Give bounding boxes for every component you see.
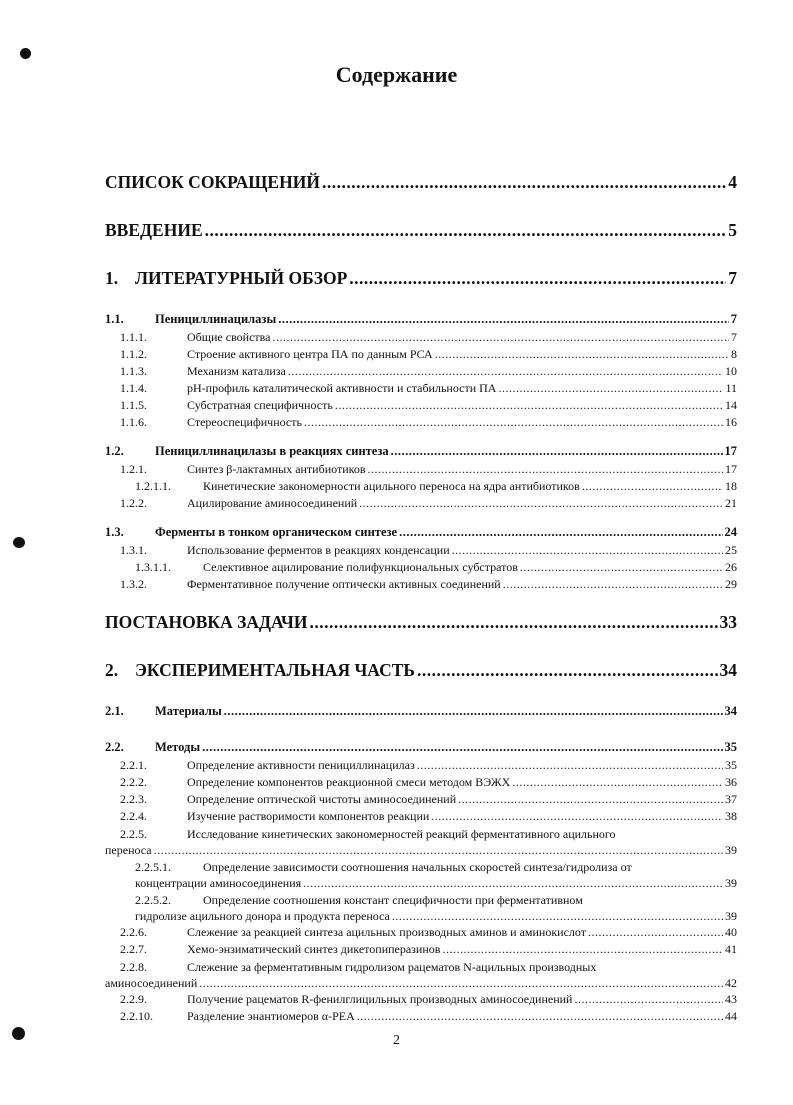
toc-entry-number: 1.2.	[105, 444, 124, 458]
toc-leader-dots	[498, 381, 723, 396]
toc-leader-dots	[304, 415, 723, 430]
toc-entry-page: 36	[725, 775, 737, 789]
toc-entry-text: Определение соотношения констант специфичности при ферментативном	[203, 893, 583, 907]
toc-leader-dots	[574, 992, 723, 1007]
toc-entry-number: 2.2.5.	[120, 827, 147, 841]
toc-entry-number: 2.2.5.2.	[135, 893, 171, 907]
toc-entry-number: 1.1.5.	[120, 398, 147, 412]
toc-entry-1-2-1-1[interactable]	[105, 479, 737, 496]
toc-entry-text: Определение активности пенициллинацилаз	[187, 758, 415, 772]
toc-entry-number: 1.1.6.	[120, 415, 147, 429]
toc-entry-page: 14	[725, 398, 737, 412]
toc-entry-1-3-1-1[interactable]	[105, 560, 737, 577]
toc-entry-number: 2.2.2.	[120, 775, 147, 789]
toc-entry-text-continued: аминосоединений	[105, 976, 198, 990]
toc-entry-number: 2.2.4.	[120, 809, 147, 823]
page-title: Содержание	[335, 62, 458, 87]
toc-leader-dots	[399, 525, 722, 540]
toc-entry-page: 34	[719, 660, 737, 680]
toc-entry-number: 2.2.8.	[120, 960, 147, 974]
toc-leader-dots	[417, 758, 723, 773]
toc-entry-1-1[interactable]	[105, 312, 737, 330]
toc-entry-page: 29	[725, 577, 737, 591]
toc-entry-number: 1.3.1.1.	[135, 560, 171, 574]
toc-entry-page: 7	[731, 330, 737, 344]
toc-entry-number: 1.3.	[105, 525, 124, 539]
toc-leader-dots	[588, 925, 723, 940]
toc-entry-text: Кинетические закономерности ацильного переноса на ядра антибиотиков	[203, 479, 580, 493]
toc-entry-2-1[interactable]	[105, 704, 737, 722]
toc-leader-dots	[582, 479, 723, 494]
toc-entry-number: 1.1.3.	[120, 364, 147, 378]
toc-leader-dots	[205, 220, 727, 241]
toc-leader-dots	[202, 740, 722, 755]
toc-entry-text: Определение зависимости соотношения начальных скоростей синтеза/гидролиза от	[203, 860, 632, 874]
toc-entry-2-2-7[interactable]	[105, 942, 737, 959]
toc-entry-text: Методы	[155, 740, 201, 754]
toc-entry-1-1-2[interactable]	[105, 347, 737, 364]
toc-entry-page: 35	[725, 758, 737, 772]
toc-entry-1-3-2[interactable]	[105, 577, 737, 594]
toc-leader-dots	[154, 842, 723, 858]
toc-entry-text: Получение рацематов R-фенилглицильных производных аминосоединений	[187, 992, 573, 1006]
toc-entry-text: ПОСТАНОВКА ЗАДАЧИ	[105, 612, 308, 632]
toc-entry-page: 7	[728, 268, 737, 288]
toc-entry-2-2-1[interactable]	[105, 758, 737, 775]
toc-entry-page: 44	[725, 1009, 737, 1023]
toc-entry-page: 17	[725, 462, 737, 476]
toc-entry-1-2[interactable]	[105, 444, 737, 462]
toc-entry-2-2-5-1[interactable]	[105, 859, 737, 892]
toc-leader-dots	[273, 330, 730, 345]
toc-entry-page: 38	[725, 809, 737, 823]
toc-entry-1-2-2[interactable]	[105, 496, 737, 513]
toc-entry-1-1-4[interactable]	[105, 381, 737, 398]
toc-entry-text: Стереоспецифичность	[187, 415, 302, 429]
toc-entry-1-1-5[interactable]	[105, 398, 737, 415]
toc-entry-text: Ферментативное получение оптически активных соединений	[187, 577, 501, 591]
toc-entry-1-1-3[interactable]	[105, 364, 737, 381]
toc-entry-page: 41	[725, 942, 737, 956]
toc-entry-page: 8	[731, 347, 737, 361]
toc-entry-number: 2.1.	[105, 704, 124, 718]
table-of-contents	[105, 172, 737, 1026]
toc-entry-number: 2.2.9.	[120, 992, 147, 1006]
toc-entry-page: 25	[725, 543, 737, 557]
toc-entry-2-2[interactable]	[105, 740, 737, 758]
toc-entry-text: Слежение за ферментативным гидролизом рацематов N-ацильных производных	[187, 960, 597, 974]
toc-entry-page: 35	[724, 740, 737, 754]
toc-leader-dots	[452, 543, 723, 558]
toc-entry-2-2-5-2[interactable]	[105, 892, 737, 925]
toc-entry-page: 4	[728, 172, 737, 192]
toc-entry-page: 26	[725, 560, 737, 574]
toc-entry-text: ЭКСПЕРИМЕНТАЛЬНАЯ ЧАСТЬ	[135, 660, 415, 680]
toc-entry-page: 40	[725, 925, 737, 939]
toc-entry-number: 2.2.3.	[120, 792, 147, 806]
toc-entry-1-1-6[interactable]	[105, 415, 737, 432]
toc-leader-dots	[458, 792, 723, 807]
toc-entry-text: Изучение растворимости компонентов реакции	[187, 809, 430, 823]
toc-entry-text-continued: концентрации аминосоединения	[135, 876, 302, 890]
toc-entry-text: СПИСОК СОКРАЩЕНИЙ	[105, 172, 320, 192]
toc-entry-text: ВВЕДЕНИЕ	[105, 220, 203, 240]
toc-entry-page: 24	[724, 525, 737, 539]
toc-entry-2-2-3[interactable]	[105, 792, 737, 809]
toc-entry-text: pH-профиль каталитической активности и стабильности ПА	[187, 381, 497, 395]
toc-entry-page: 16	[725, 415, 737, 429]
toc-leader-dots	[442, 942, 723, 957]
toc-entry-page: 39	[725, 843, 737, 857]
toc-entry-introduction[interactable]	[105, 220, 737, 246]
toc-entry-1-1-1[interactable]	[105, 330, 737, 347]
toc-entry-1-3[interactable]	[105, 525, 737, 543]
toc-entry-number: 1.3.2.	[120, 577, 147, 591]
toc-entry-page: 21	[725, 496, 737, 510]
toc-entry-page: 17	[724, 444, 737, 458]
toc-entry-page: 42	[725, 976, 737, 990]
toc-entry-number: 1.3.1.	[120, 543, 147, 557]
toc-entry-task[interactable]	[105, 612, 737, 638]
toc-entry-2-2-2[interactable]	[105, 775, 737, 792]
toc-leader-dots	[309, 612, 717, 633]
toc-entry-number: 1.2.2.	[120, 496, 147, 510]
toc-entry-2-2-9[interactable]	[105, 992, 737, 1009]
toc-entry-page: 43	[725, 992, 737, 1006]
toc-entry-text: Определение компонентов реакционной смеси методом ВЭЖХ	[187, 775, 511, 789]
toc-entry-number: 2.2.10.	[120, 1009, 153, 1023]
toc-entry-text: Пенициллинацилазы в реакциях синтеза	[155, 444, 389, 458]
toc-leader-dots	[288, 364, 723, 379]
toc-entry-page: 10	[725, 364, 737, 378]
toc-leader-dots	[359, 496, 723, 511]
toc-entry-text: Определение оптической чистоты аминосоединений	[187, 792, 457, 806]
toc-entry-text: Строение активного центра ПА по данным РСА	[187, 347, 433, 361]
scan-punch-hole-mark	[20, 48, 31, 59]
toc-leader-dots	[368, 462, 723, 477]
toc-entry-number: 1.	[105, 268, 119, 288]
toc-entry-number: 2.2.5.1.	[135, 860, 171, 874]
toc-entry-text: Исследование кинетических закономерностей реакций ферментативного ацильного	[187, 827, 616, 841]
toc-entry-text: Хемо-энзиматический синтез дикетопиперазинов	[187, 942, 441, 956]
toc-entry-text-continued: гидролизе ацильного донора и продукта переноса	[135, 909, 390, 923]
scan-punch-hole-mark	[12, 1027, 25, 1040]
toc-leader-dots	[512, 775, 723, 790]
toc-entry-page: 39	[725, 876, 737, 890]
toc-leader-dots	[357, 1009, 723, 1024]
toc-entry-text: Механизм катализа	[187, 364, 286, 378]
toc-entry-number: 1.2.1.1.	[135, 479, 171, 493]
toc-entry-text: ЛИТЕРАТУРНЫЙ ОБЗОР	[135, 268, 348, 288]
toc-entry-number: 1.1.1.	[120, 330, 147, 344]
toc-entry-page: 18	[725, 479, 737, 493]
toc-entry-page: 33	[719, 612, 737, 632]
toc-entry-2-2-4[interactable]	[105, 809, 737, 826]
toc-entry-page: 5	[728, 220, 737, 240]
toc-entry-text: Селективное ацилирование полифункциональных субстратов	[203, 560, 518, 574]
toc-entry-abbreviations[interactable]	[105, 172, 737, 198]
toc-leader-dots	[431, 809, 723, 824]
toc-entry-2-2-5[interactable]	[105, 826, 737, 859]
toc-entry-1-3-1[interactable]	[105, 543, 737, 560]
toc-entry-text: Ацилирование аминосоединений	[187, 496, 358, 510]
toc-leader-dots	[349, 268, 726, 289]
toc-entry-page: 11	[725, 381, 737, 395]
toc-leader-dots	[435, 347, 729, 362]
toc-entry-chapter-1[interactable]	[105, 268, 737, 294]
toc-entry-number: 2.2.6.	[120, 925, 147, 939]
toc-entry-number: 1.1.4.	[120, 381, 147, 395]
toc-entry-text: Пенициллинацилазы	[155, 312, 277, 326]
toc-entry-page: 34	[724, 704, 737, 718]
toc-leader-dots	[391, 444, 723, 459]
toc-entry-2-2-6[interactable]	[105, 925, 737, 942]
toc-leader-dots	[417, 660, 718, 681]
toc-entry-text-continued: переноса	[105, 843, 152, 857]
toc-leader-dots	[335, 398, 723, 413]
toc-entry-page: 7	[730, 312, 737, 326]
toc-entry-text: Синтез β-лактамных антибиотиков	[187, 462, 366, 476]
toc-entry-number: 1.1.	[105, 312, 124, 326]
toc-entry-1-2-1[interactable]	[105, 462, 737, 479]
toc-leader-dots	[199, 975, 723, 991]
toc-entry-page: 39	[725, 909, 737, 923]
toc-leader-dots	[392, 908, 723, 924]
toc-entry-text: Слежение за реакцией синтеза ацильных производных аминов и аминокислот	[187, 925, 586, 939]
toc-entry-number: 2.2.7.	[120, 942, 147, 956]
toc-entry-text: Разделение энантиомеров α-PEA	[187, 1009, 355, 1023]
scan-punch-hole-mark	[13, 537, 25, 548]
toc-entry-page: 37	[725, 792, 737, 806]
toc-entry-text: Материалы	[155, 704, 222, 718]
toc-leader-dots	[322, 172, 726, 193]
toc-entry-number: 2.2.1.	[120, 758, 147, 772]
toc-entry-number: 2.2.	[105, 740, 124, 754]
toc-entry-text: Общие свойства	[187, 330, 271, 344]
toc-entry-number: 2.	[105, 660, 119, 680]
toc-entry-text: Использование ферментов в реакциях конденсации	[187, 543, 450, 557]
toc-entry-2-2-10[interactable]	[105, 1009, 737, 1026]
toc-entry-text: Субстратная специфичность	[187, 398, 333, 412]
toc-leader-dots	[303, 875, 723, 891]
toc-entry-number: 1.2.1.	[120, 462, 147, 476]
toc-entry-2-2-8[interactable]	[105, 959, 737, 992]
toc-leader-dots	[503, 577, 723, 592]
toc-leader-dots	[278, 312, 729, 327]
toc-entry-text: Ферменты в тонком органическом синтезе	[155, 525, 398, 539]
page-number: 2	[393, 1033, 400, 1048]
toc-entry-number: 1.1.2.	[120, 347, 147, 361]
toc-leader-dots	[520, 560, 723, 575]
toc-entry-chapter-2[interactable]	[105, 660, 737, 686]
toc-leader-dots	[224, 704, 723, 719]
